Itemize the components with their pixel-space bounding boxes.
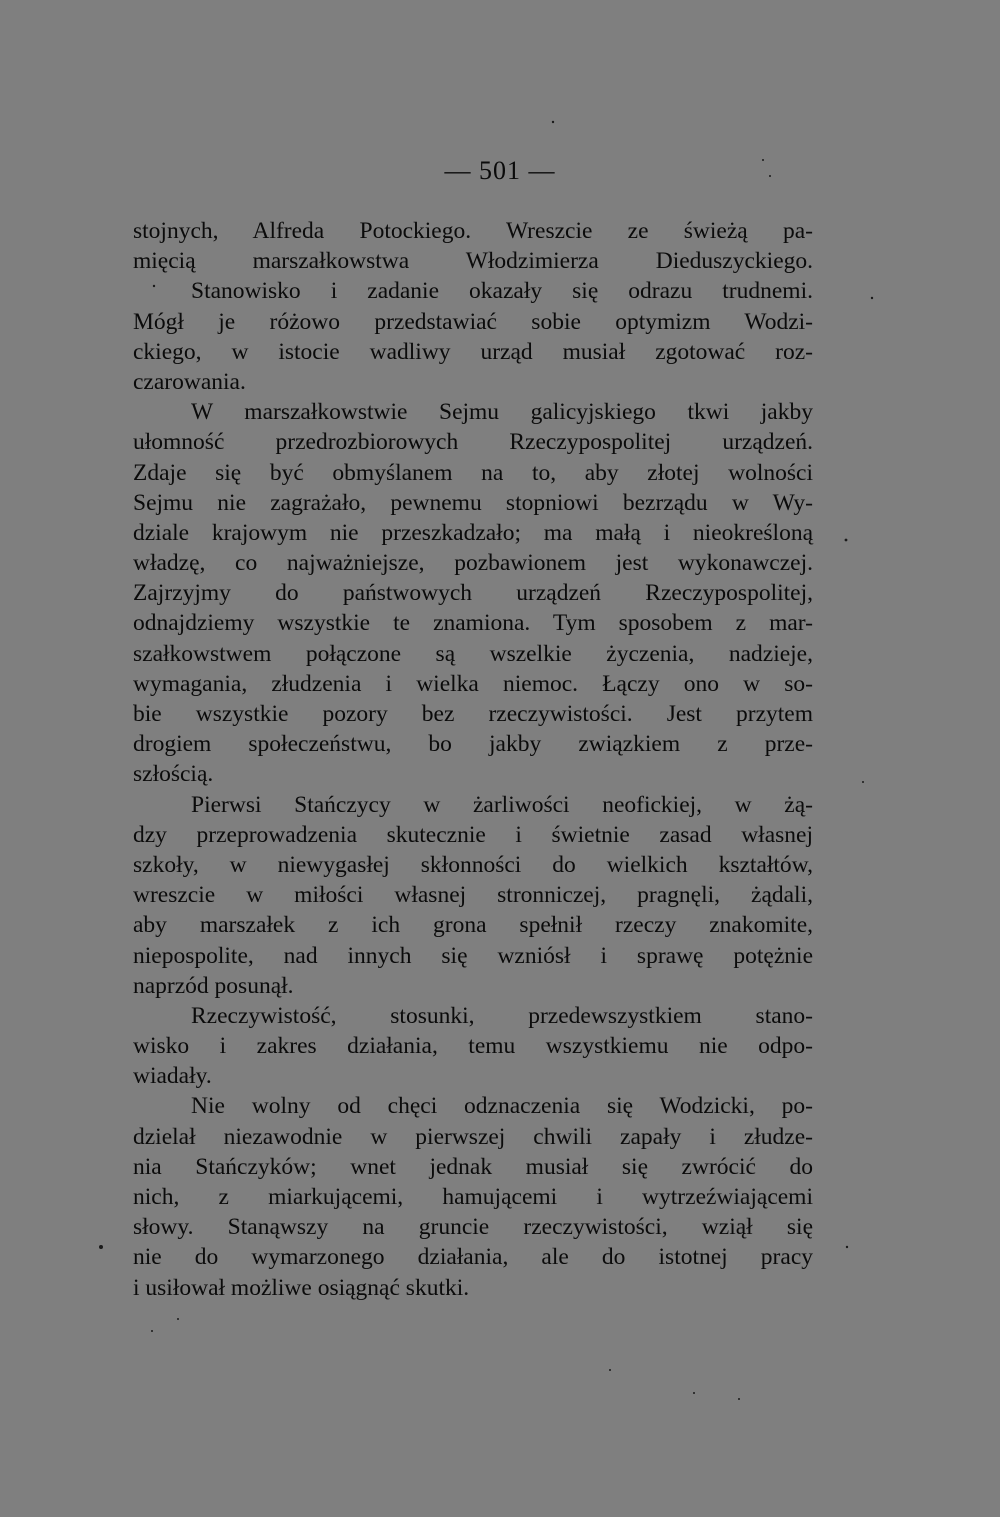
body-text	[133, 216, 813, 1303]
text-line: W marszałkowstwie Sejmu galicyjskiego tkwi jakby	[191, 399, 813, 426]
text-line: wymagania, złudzenia i wielka niemoc. Łączy ono w so-	[133, 670, 813, 697]
text-line: nia Stańczyków; wnet jednak musiał się zwrócić do	[133, 1153, 813, 1180]
text-line: dzy przeprowadzenia skutecznie i świetnie zasad własnej	[133, 821, 813, 848]
text-line: Nie wolny od chęci odznaczenia się Wodzicki, po-	[191, 1093, 813, 1120]
text-line: władzę, co najważniejsze, pozbawionem jest wykonawczej.	[133, 550, 813, 577]
text-line: i usiłował możliwe osiągnąć skutki.	[133, 1274, 470, 1301]
text-line: wreszcie w miłości własnej stronniczej, pragnęli, żądali,	[133, 882, 813, 909]
text-line: stojnych, Alfreda Potockiego. Wreszcie ze świeżą pa-	[133, 218, 813, 244]
text-line: wisko i zakres działania, temu wszystkiemu nie odpo-	[133, 1033, 813, 1060]
text-line: aby marszałek z ich grona spełnił rzeczy znakomite,	[133, 912, 813, 939]
text-line: Zajrzyjmy do państwowych urządzeń Rzeczypospolitej,	[133, 580, 813, 607]
text-line: Stanowisko i zadanie okazały się odrazu trudnemi.	[191, 278, 813, 305]
text-line: bie wszystkie pozory bez rzeczywistości. Jest przytem	[133, 701, 813, 727]
text-line: czarowania.	[133, 368, 246, 395]
text-line: drogiem społeczeństwu, bo jakby związkiem z prze-	[133, 731, 813, 758]
text-line: Mógł je różowo przedstawiać sobie optymizm Wodzi-	[133, 308, 813, 335]
text-line: szłością.	[133, 761, 214, 788]
text-line: dziale krajowym nie przeszkadzało; ma małą i nieokreśloną	[133, 519, 813, 546]
text-line: nich, z miarkującemi, hamującemi i wytrzeźwiającemi	[133, 1184, 813, 1210]
text-line: naprzód posunął.	[133, 972, 294, 999]
text-line: słowy. Stanąwszy na gruncie rzeczywistości, wziął się	[133, 1214, 813, 1241]
text-line: nie do wymarzonego działania, ale do istotnej pracy	[133, 1244, 813, 1271]
text-line: ułomność przedrozbiorowych Rzeczypospolitej urządzeń.	[133, 429, 813, 456]
page-number: — 501 —	[444, 156, 556, 185]
text-line: mięcią marszałkowstwa Włodzimierza Dieduszyckiego.	[133, 248, 813, 275]
text-line: wiadały.	[133, 1063, 212, 1090]
text-line: szkoły, w niewygasłej skłonności do wielkich kształtów,	[133, 851, 813, 878]
text-line: ckiego, w istocie wadliwy urząd musiał zgotować roz-	[133, 338, 813, 365]
text-line: Sejmu nie zagrażało, pewnemu stopniowi bezrządu w Wy-	[133, 489, 813, 516]
text-line: szałkowstwem połączone są wszelkie życzenia, nadzieje,	[133, 640, 813, 667]
text-line: odnajdziemy wszystkie te znamiona. Tym sposobem z mar-	[133, 610, 813, 637]
text-line: dzielał niezawodnie w pierwszej chwili zapały i złudze-	[133, 1123, 813, 1150]
text-line: niepospolite, nad innych się wzniósł i sprawę potężnie	[133, 942, 813, 969]
text-line: Pierwsi Stańczycy w żarliwości neofickiej, w żą-	[191, 791, 813, 818]
text-line: Rzeczywistość, stosunki, przedewszystkiem stano-	[191, 1002, 813, 1029]
text-line: Zdaje się być obmyślanem na to, aby złotej wolności	[133, 459, 813, 486]
